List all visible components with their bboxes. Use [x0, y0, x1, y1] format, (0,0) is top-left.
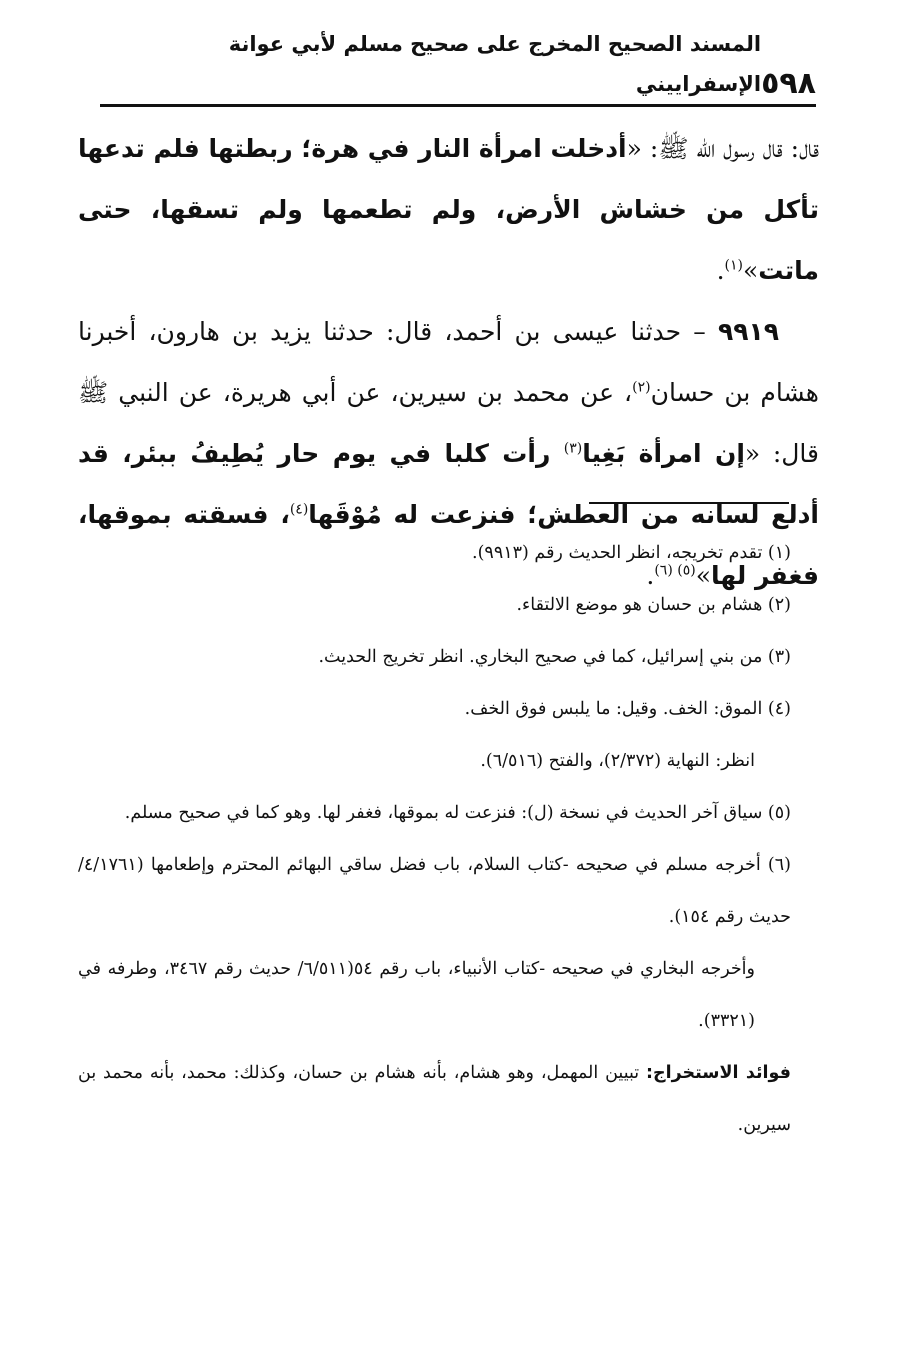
footnote-6-continuation: وأخرجه البخاري في صحيحه -كتاب الأنبياء، باب رقم ٥٤(٦/٥١١/ حديث رقم ٣٤٦٧، وطرفه في (٣٣٢١). — [78, 959, 755, 1031]
hadith-number: ٩٩١٩ — [717, 317, 779, 346]
para2-matn-1: إن امرأة بَغِيا — [582, 439, 745, 468]
paragraph-2: ٩٩١٩ – حدثنا عيسى بن أحمد، قال: حدثنا يزيد بن هارون، أخبرنا هشام بن حسان$^{(٢)}$، عن محمد بن سيرين، عن أبي هريرة، عن النبي ﷺ قال: «إن امرأة بَغِيا$^{(٣)}$ رأت كلبا في يوم حار يُطِيفُ ببئر، قد أدلع لسانه من العطش؛ فنزعت له مُوْقَها$^{(٤)}$، فسقته بموقها، فغفر لها»$^{(٥) (٦)}$. — [78, 317, 820, 590]
fawaid-text: تبيين المهمل، وهو هشام، بأنه هشام بن حسان، وكذلك: محمد، بأنه محمد بن سيرين. — [78, 1063, 791, 1135]
para1-prefix: قال: قال رسول الله ﷺ: « — [626, 134, 820, 163]
page-header — [100, 32, 816, 107]
para2-isnad-b: ، عن محمد بن سيرين، عن أبي هريرة، عن النبي ﷺ قال: « — [78, 378, 819, 468]
para2-close-quote: » — [695, 561, 711, 590]
footnote-ref-1: (١) — [724, 257, 743, 274]
para1-hadith-text: أدخلت امرأة النار في هرة؛ ربطتها فلم تدعها تأكل من خشاش الأرض، ولم تطعمها ولم تسقها، حتى ماتت — [78, 134, 819, 285]
para2-isnad-a: – حدثنا عيسى بن أحمد، قال: حدثنا يزيد بن هارون، أخبرنا هشام بن حسان — [78, 317, 819, 407]
running-title: المسند الصحيح المخرج على صحيح مسلم لأبي عوانة الإسفراييني — [228, 32, 762, 96]
para1-close-quote: » — [742, 256, 759, 285]
footnotes — [78, 527, 791, 1151]
fawaid-note — [78, 1047, 791, 1151]
para2-matn-3: ، فسقته بموقها، فغفر لها — [78, 500, 819, 590]
paragraph-1: قال: قال رسول الله ﷺ: «أدخلت امرأة النار في هرة؛ ربطتها فلم تدعها تأكل من خشاش الأرض، ولم تطعمها ولم تسقها، حتى ماتت»$^{(١)}$. — [78, 134, 820, 285]
page-number: ٥٩٨ — [761, 66, 816, 101]
footnote-5: (٥) سياق آخر الحديث في نسخة (ل): فنزعت له بموقها، فغفر لها. وهو كما في صحيح مسلم. — [124, 803, 791, 823]
footnote-ref-4: (٤) — [289, 501, 309, 518]
para2-matn-2: رأت كلبا في يوم حار يُطِيفُ ببئر، قد أدلع لسانه من العطش؛ فنزعت له مُوْقَها — [78, 439, 820, 529]
footnote-ref-2: (٢) — [632, 379, 651, 396]
footnote-4: (٤) الموق: الخف. وقيل: ما يلبس فوق الخف. — [464, 699, 791, 719]
footnote-4-continuation: انظر: النهاية (٢/٣٧٢)، والفتح (٦/٥١٦). — [480, 751, 755, 771]
footnote-separator — [589, 502, 789, 504]
footnote-3: (٣) من بني إسرائيل، كما في صحيح البخاري. انظر تخريج الحديث. — [318, 647, 791, 667]
footnote-1: (١) تقدم تخريجه، انظر الحديث رقم (٩٩١٣). — [472, 543, 791, 563]
footnote-ref-3: (٣) — [563, 440, 583, 457]
fawaid-label: فوائد الاستخراج: — [646, 1063, 791, 1083]
footnote-ref-5-6: (٥) (٦) — [654, 562, 696, 579]
footnote-6: (٦) أخرجه مسلم في صحيحه -كتاب السلام، باب فضل ساقي البهائم المحترم وإطعامها (٤/١٧٦١/ حديث رقم ١٥٤). — [78, 855, 791, 927]
footnote-2: (٢) هشام بن حسان هو موضع الالتقاء. — [516, 595, 791, 615]
